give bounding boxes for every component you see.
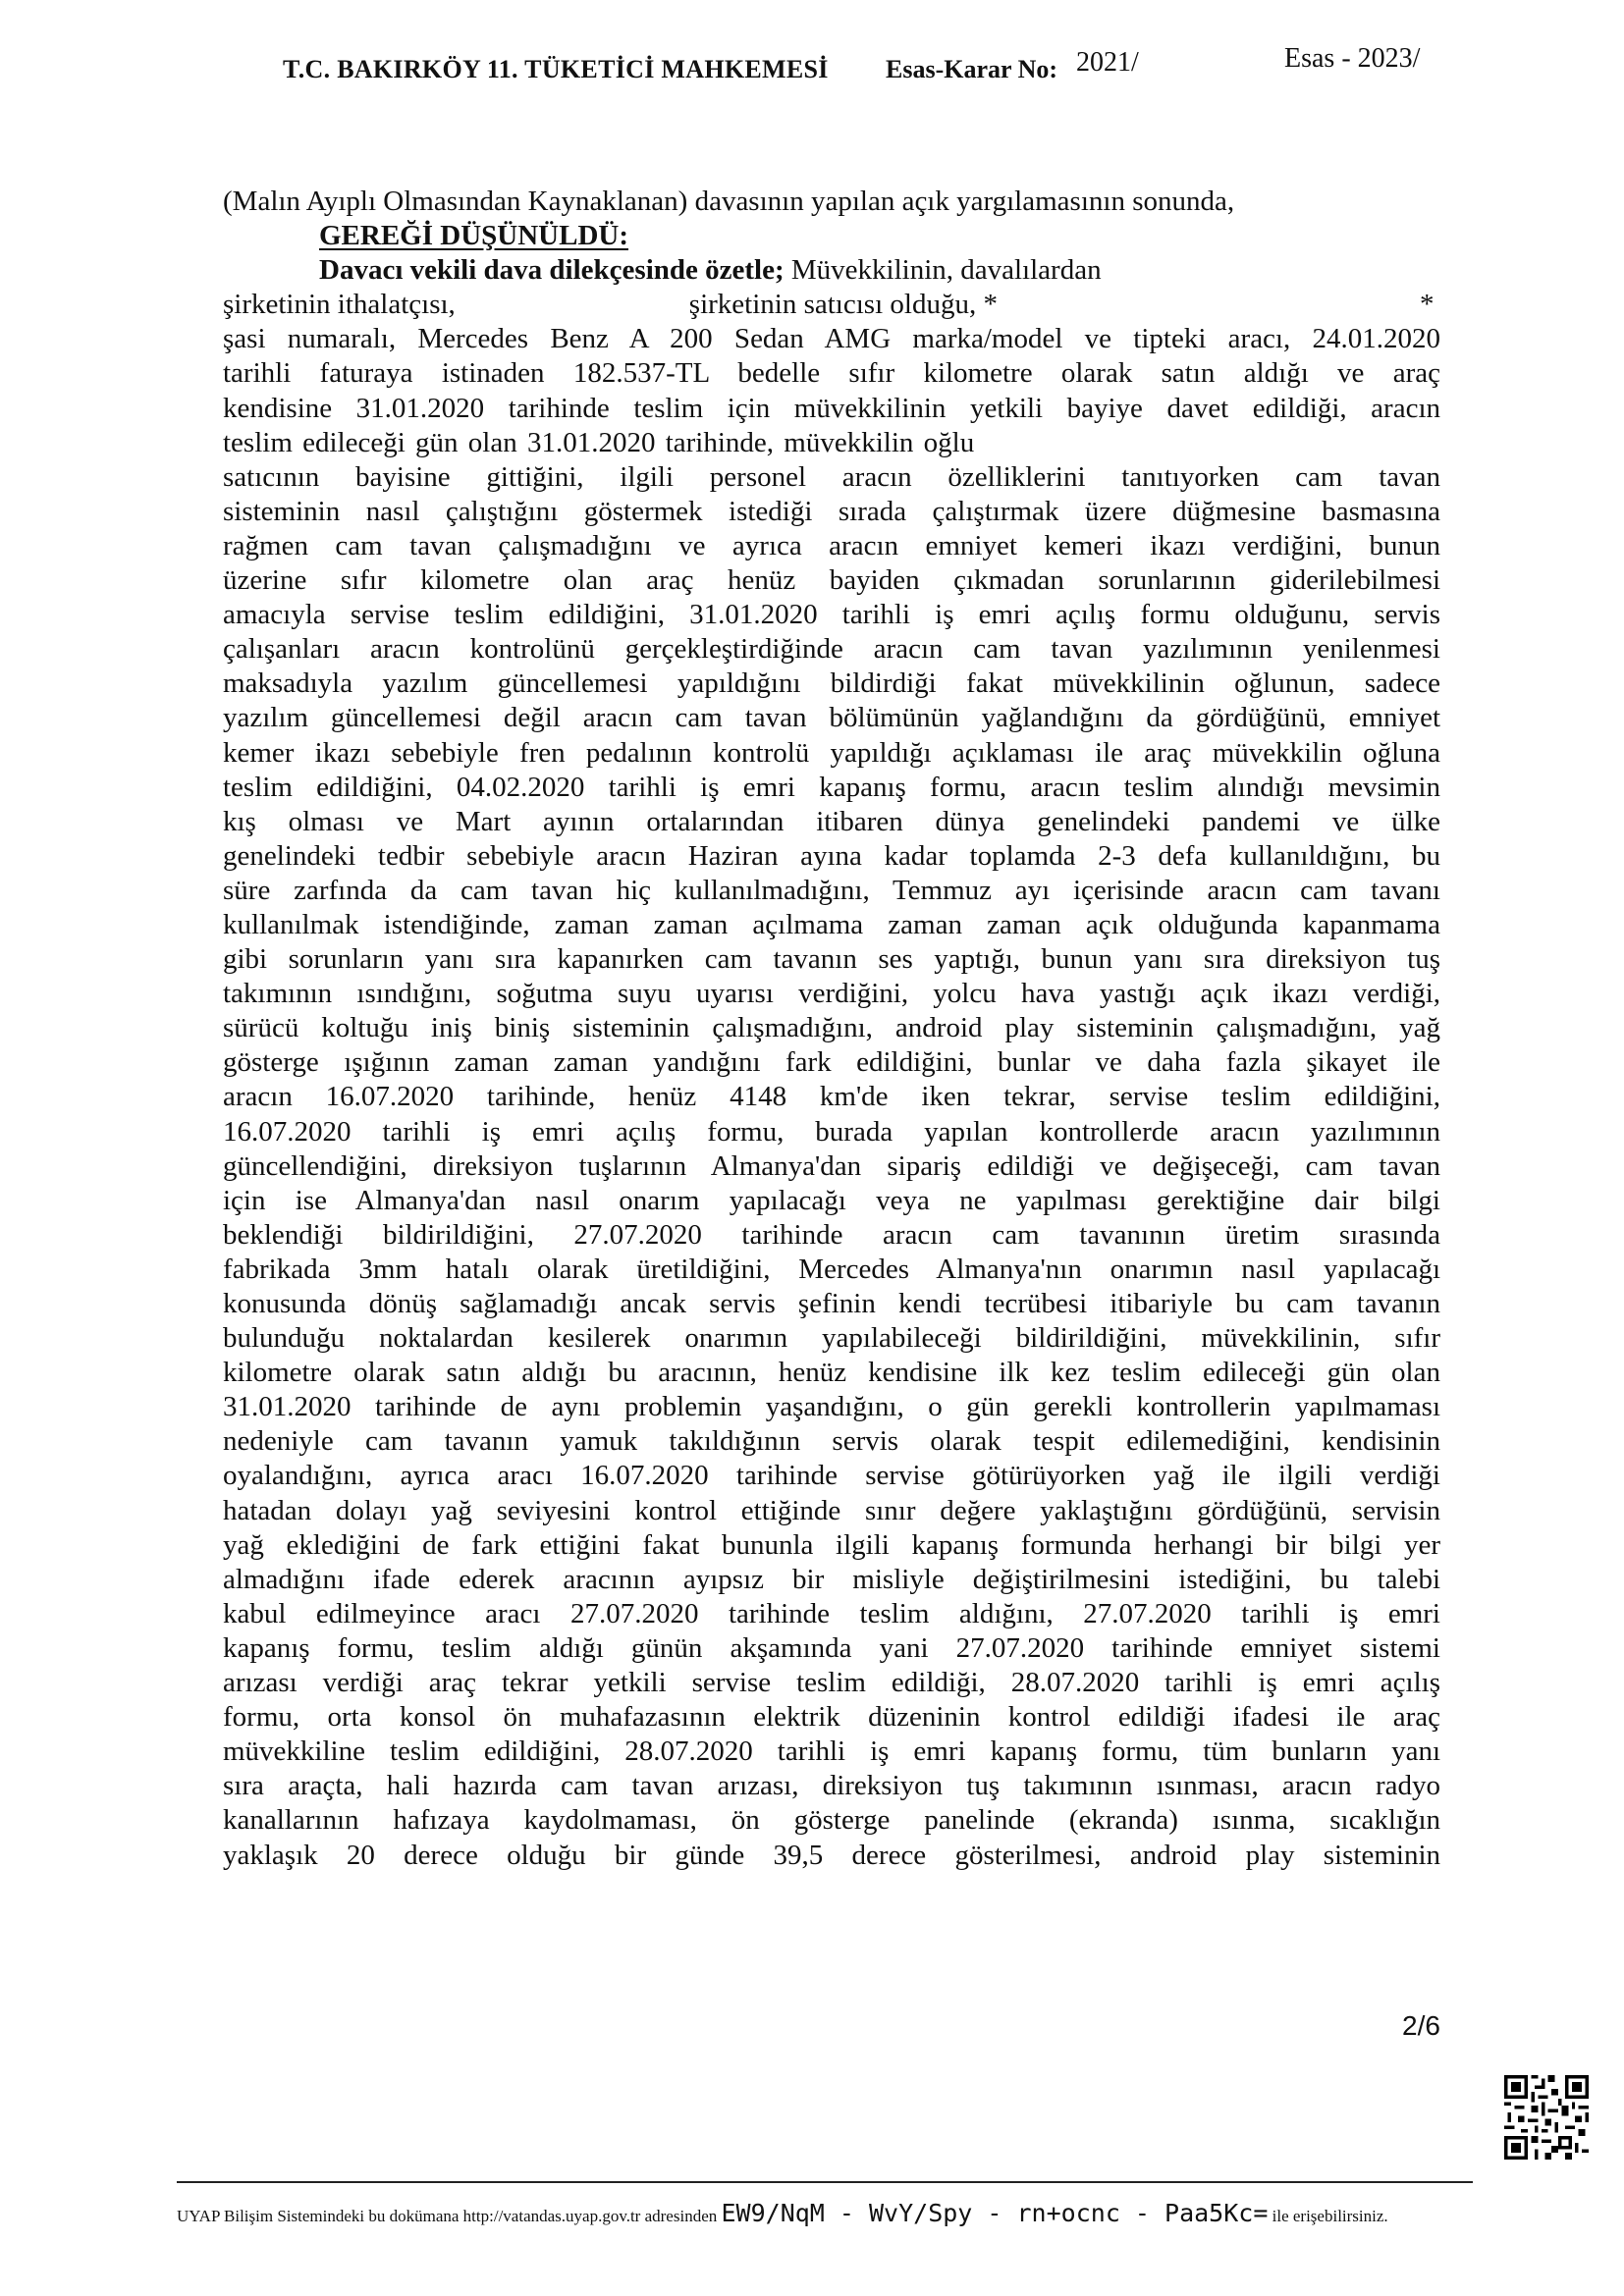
body-line: satıcının bayisine gittiğini, ilgili personel aracın özelliklerini tanıtıyorken cam tavan <box>223 460 1440 493</box>
body-line: teslim edildiğini, 04.02.2020 tarihli iş emri kapanış formu, aracın teslim alındığı mevsimin <box>223 771 1440 803</box>
body-text: şirketinin satıcısı olduğu, * <box>688 289 998 321</box>
body-line: sisteminin nasıl çalıştığını göstermek istediği sırada çalıştırmak üzere düğmesine basmasına <box>223 495 1440 527</box>
body-line: yazılım güncellemesi değil aracın cam tavan bölümünün yağlandığını da gördüğünü, emniyet <box>223 702 1440 734</box>
body-line: aracın 16.07.2020 tarihinde, henüz 4148 km'de iken tekrar, servise teslim edildiğini, <box>223 1081 1440 1113</box>
court-name: T.C. BAKIRKÖY 11. TÜKETİCİ MAHKEMESİ <box>283 55 829 83</box>
body-text: şirketinin ithalatçısı, <box>223 289 456 321</box>
body-line: rağmen cam tavan çalışmadığını ve ayrıca aracın emniyet kemeri ikazı verdiğini, bunun <box>223 529 1440 561</box>
body-line: genelindeki tedbir sebebiyle aracın Haziran ayına kadar toplamda 2-3 defa kullanıldığını, bu <box>223 839 1440 872</box>
body-line <box>223 288 1440 322</box>
body-line: kendisine 31.01.2020 tarihinde teslim için müvekkilinin yetkili bayiye davet edildiği, aracın <box>223 392 1440 424</box>
body-line: gösterge ışığının zaman zaman yandığını fark edildiğini, bunlar ve daha fazla şikayet ile <box>223 1046 1440 1079</box>
body-line: kabul edilmeyince aracı 27.07.2020 tarihinde teslim aldığını, 27.07.2020 tarihli iş emri <box>223 1597 1440 1629</box>
body-line: fabrikada 3mm hatalı olarak üretildiğini, Mercedes Almanya'nın onarımın nasıl yapılacağı <box>223 1253 1440 1285</box>
body-line: 16.07.2020 tarihli iş emri açılış formu, burada yapılan kontrollerde aracın yazılımının <box>223 1115 1440 1148</box>
body-line: sıra araçta, hali hazırda cam tavan arızası, direksiyon tuş takımının ısınması, aracın radyo <box>223 1770 1440 1802</box>
body-line: süre zarfında da cam tavan hiç kullanılmadığını, Temmuz ayı içerisinde aracın cam tavanı <box>223 874 1440 906</box>
esas-karar-value-2: Esas - 2023/ <box>1284 43 1421 74</box>
body-line: bulunduğu noktalardan kesilerek onarımın yapılabileceği bildirildiğini, müvekkilinin, sıfır <box>223 1322 1440 1355</box>
body-line: kapanış formu, teslim aldığı günün akşamında yani 27.07.2020 tarihinde emniyet sistemi <box>223 1631 1440 1664</box>
body-line: gibi sorunların yanı sıra kapanırken cam tavanın ses yaptığı, bunun yanı sıra direksiyon tuş <box>223 943 1440 976</box>
body-line: almadığını ifade ederek aracının ayıpsız bir misliyle değiştirilmesini istediğini, bu talebi <box>223 1563 1440 1595</box>
body-line: formu, orta konsol ön muhafazasının elektrik düzeninin kontrol edildiği ifadesi ile araç <box>223 1701 1440 1734</box>
claim-intro-bold: Davacı vekili dava dilekçesinde özetle; <box>319 254 785 287</box>
body-line: 31.01.2020 tarihinde de aynı problemin yaşandığını, o gün gerekli kontrollerin yapılmaması <box>223 1391 1440 1423</box>
body-line: oyalandığını, ayrıca aracı 16.07.2020 tarihinde servise götürüyorken yağ ile ilgili verdiği <box>223 1460 1440 1492</box>
body-line <box>223 253 1440 288</box>
body-text: * <box>1419 289 1435 321</box>
body-line: sürücü koltuğu iniş biniş sisteminin çalışmadığını, android play sisteminin çalışmadığını, yağ <box>223 1012 1440 1044</box>
body-line: güncellendiğini, direksiyon tuşlarının Almanya'dan sipariş edildiği ve değişeceği, cam tavan <box>223 1149 1440 1182</box>
body-line: şasi numaralı, Mercedes Benz A 200 Sedan AMG marka/model ve tipteki aracı, 24.01.2020 <box>223 323 1440 355</box>
footer-text: ile erişebilirsiniz. <box>1272 2207 1388 2225</box>
body-line: için ise Almanya'dan nasıl onarım yapılacağı veya ne yapılması gerektiğine dair bilgi <box>223 1184 1440 1216</box>
body-line: konusunda dönüş sağlamadığı ancak servis şefinin kendi tecrübesi itibariyle bu cam tavanın <box>223 1288 1440 1319</box>
esas-karar-value-1: 2021/ <box>1076 47 1139 78</box>
body-line: arızası verdiği araç tekrar yetkili servise teslim edildiği, 28.07.2020 tarihli iş emri açılış <box>223 1667 1440 1699</box>
document-body <box>223 185 1440 1873</box>
body-line: müvekkiline teslim edildiğini, 28.07.2020 tarihli iş emri kapanış formu, tüm bunların yanı <box>223 1735 1440 1768</box>
body-line: yağ eklediğini de fark ettiğini fakat bununla ilgili kapanış formunda herhangi bir bilgi yer <box>223 1528 1440 1561</box>
body-line: kanallarının hafızaya kaydolmaması, ön gösterge panelinde (ekranda) ısınma, sıcaklığın <box>223 1804 1440 1837</box>
body-line: kış olması ve Mart ayının ortalarından itibaren dünya genelindeki pandemi ve ülke <box>223 805 1440 837</box>
footer-divider <box>177 2181 1473 2183</box>
esas-karar-label: Esas-Karar No: <box>886 55 1058 83</box>
body-line: tarihli faturaya istinaden 182.537-TL bedelle sıfır kilometre olarak satın aldığı ve araç <box>223 357 1440 390</box>
body-line: kullanılmak istendiğinde, zaman zaman açılmama zaman zaman açık olduğunda kapanmama <box>223 908 1440 940</box>
body-line: yaklaşık 20 derece olduğu bir günde 39,5 derece gösterilmesi, android play sisteminin <box>223 1839 1440 1871</box>
document-header <box>283 43 1461 92</box>
document-footer <box>177 2199 1483 2227</box>
footer-text: UYAP Bilişim Sistemindeki bu dokümana http://vatandas.uyap.gov.tr adresinden <box>177 2207 718 2225</box>
body-line: nedeniyle cam tavanın yamuk takıldığının servis olarak tespit edilemediğini, kendisinin <box>223 1425 1440 1458</box>
verification-code: EW9/NqM - WvY/Spy - rn+ocnc - Paa5Kc= <box>721 2199 1269 2227</box>
qr-code-icon <box>1504 2075 1589 2160</box>
body-line: beklendiği bildirildiğini, 27.07.2020 tarihinde aracın cam tavanının üretim sırasında <box>223 1218 1440 1251</box>
body-line: takımının ısındığını, soğutma suyu uyarısı verdiğini, yolcu hava yastığı açık ikazı verdiği, <box>223 978 1440 1010</box>
body-line: amacıyla servise teslim edildiğini, 31.01.2020 tarihli iş emri açılış formu olduğunu, servis <box>223 599 1440 631</box>
section-heading: GEREĞİ DÜŞÜNÜLDÜ: <box>319 220 629 252</box>
page-number: 2/6 <box>1402 2010 1440 2041</box>
body-line: (Malın Ayıplı Olmasından Kaynaklanan) davasının yapılan açık yargılamasının sonunda, <box>223 186 1235 217</box>
body-line: teslim edileceği gün olan 31.01.2020 tarihinde, müvekkilin oğlu <box>223 426 975 458</box>
body-text: Müvekkilinin, davalılardan <box>790 254 1102 287</box>
body-line: hatadan dolayı yağ seviyesini kontrol ettiğinde sınır değere yaklaştığını gördüğünü, servisin <box>223 1494 1440 1526</box>
body-line: kemer ikazı sebebiyle fren pedalının kontrolü yapıldığı açıklaması ile araç müvekkilin oğluna <box>223 736 1440 769</box>
body-line: üzerine sıfır kilometre olan araç henüz bayiden çıkmadan sorunlarının giderilebilmesi <box>223 564 1440 597</box>
body-line: çalışanları aracın kontrolünü gerçekleştirdiğinde aracın cam tavan yazılımının yenilenmesi <box>223 633 1440 666</box>
body-line: kilometre olarak satın aldığı bu aracının, henüz kendisine ilk kez teslim edileceği gün olan <box>223 1357 1440 1389</box>
body-line: maksadıyla yazılım güncellemesi yapıldığını bildirdiği fakat müvekkilinin oğlunun, sadece <box>223 667 1440 700</box>
